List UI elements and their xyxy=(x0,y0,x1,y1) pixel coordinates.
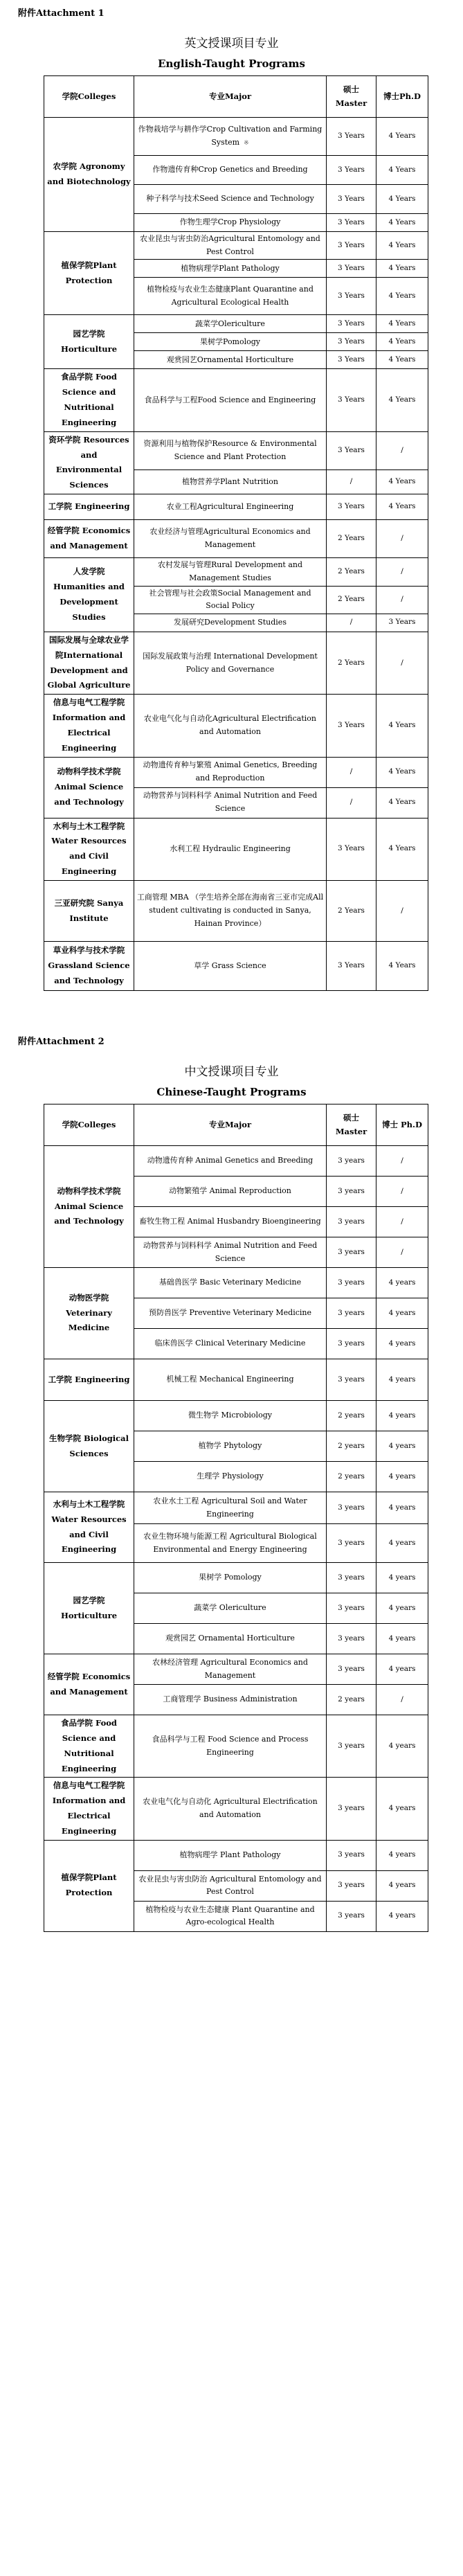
major-cell xyxy=(134,369,327,431)
college-cell: 资环学院 Resources and Environmental Sciences xyxy=(44,431,134,494)
college-cell: 国际发展与全球农业学院International Development and Global Agriculture xyxy=(44,632,134,694)
master-duration: 3 years xyxy=(327,1840,376,1870)
chinese-programs-table xyxy=(44,1104,428,1932)
master-duration: 3 Years xyxy=(327,494,376,520)
major-cell xyxy=(134,1298,327,1329)
major-cell xyxy=(134,757,327,787)
master-duration: 3 years xyxy=(327,1654,376,1685)
header-master: 硕士 Master xyxy=(327,76,376,118)
master-duration: 2 years xyxy=(327,1462,376,1492)
major-cell xyxy=(134,1401,327,1431)
table-row xyxy=(44,1563,428,1593)
master-duration: 3 years xyxy=(327,1298,376,1329)
table-row xyxy=(44,757,428,787)
major-name: 农业电气化与自动化Agricultural Electrification and Automation xyxy=(144,714,316,736)
major-cell xyxy=(134,260,327,278)
phd-duration: / xyxy=(376,1146,428,1177)
phd-duration: 4 Years xyxy=(376,757,428,787)
phd-duration: 4 Years xyxy=(376,214,428,232)
major-cell xyxy=(134,333,327,351)
master-duration: 3 years xyxy=(327,1359,376,1401)
major-cell xyxy=(134,1901,327,1931)
major-cell xyxy=(134,156,327,185)
phd-duration: 4 years xyxy=(376,1524,428,1563)
phd-duration: 4 years xyxy=(376,1870,428,1901)
master-duration: 3 Years xyxy=(327,278,376,315)
major-cell xyxy=(134,1492,327,1524)
major-name: 作物遗传育种Crop Genetics and Breeding xyxy=(152,165,308,175)
master-duration: 3 years xyxy=(327,1207,376,1237)
master-duration: 3 years xyxy=(327,1778,376,1840)
phd-duration: 4 Years xyxy=(376,351,428,369)
phd-duration: 4 years xyxy=(376,1654,428,1685)
document-page xyxy=(0,7,463,1932)
master-duration: 3 Years xyxy=(327,232,376,260)
header-major: 专业Major xyxy=(134,1104,327,1146)
phd-duration: / xyxy=(376,632,428,694)
major-cell xyxy=(134,1177,327,1207)
note-mark: ※ xyxy=(244,140,249,147)
major-name: 水利工程 Hydraulic Engineering xyxy=(170,843,291,853)
major-cell xyxy=(134,1329,327,1359)
major-name: 微生物学 Microbiology xyxy=(188,1411,272,1420)
major-name: 社会管理与社会政策Social Management and Social Policy xyxy=(149,588,311,611)
phd-duration: 4 years xyxy=(376,1778,428,1840)
major-cell xyxy=(134,520,327,558)
table-row xyxy=(44,1146,428,1177)
college-cell: 工学院 Engineering xyxy=(44,1359,134,1401)
major-cell xyxy=(134,1654,327,1685)
major-name: 国际发展政策与治理 International Development Policy and Governance xyxy=(143,651,318,674)
phd-duration: 4 Years xyxy=(376,315,428,333)
major-cell xyxy=(134,1146,327,1177)
master-duration: 3 years xyxy=(327,1563,376,1593)
table-row xyxy=(44,431,428,469)
major-name: 临床兽医学 Clinical Veterinary Medicine xyxy=(154,1339,306,1348)
phd-duration: 4 years xyxy=(376,1431,428,1462)
major-cell xyxy=(134,1431,327,1462)
major-name: 农村发展与管理Rural Development and Management Studies xyxy=(157,560,303,582)
table-row xyxy=(44,232,428,260)
phd-duration: 4 years xyxy=(376,1462,428,1492)
phd-duration: / xyxy=(376,1177,428,1207)
major-name: 农业生物环境与能源工程 Agricultural Biological Environmental and Energy Engineering xyxy=(143,1531,317,1554)
phd-duration: 4 Years xyxy=(376,118,428,156)
phd-duration: / xyxy=(376,1207,428,1237)
college-cell: 经管学院 Economics and Management xyxy=(44,1654,134,1715)
major-cell xyxy=(134,118,327,156)
major-cell xyxy=(134,185,327,214)
phd-duration: 4 years xyxy=(376,1492,428,1524)
major-name: 农业昆虫与害虫防治Agricultural Entomology and Pest Control xyxy=(140,234,320,256)
table-row xyxy=(44,632,428,694)
master-duration: 3 years xyxy=(327,1715,376,1778)
major-name: 农业昆虫与害虫防治 Agricultural Entomology and Pest Control xyxy=(138,1874,322,1897)
master-duration: 2 years xyxy=(327,1431,376,1462)
major-name: 基础兽医学 Basic Veterinary Medicine xyxy=(158,1278,302,1287)
master-duration: 2 Years xyxy=(327,881,376,942)
phd-duration: 4 years xyxy=(376,1840,428,1870)
phd-duration: 4 years xyxy=(376,1359,428,1401)
major-name: 植物病理学 Plant Pathology xyxy=(179,1850,281,1859)
table-row xyxy=(44,1401,428,1431)
master-duration: 3 Years xyxy=(327,315,376,333)
table-row xyxy=(44,881,428,942)
major-name: 生理学 Physiology xyxy=(197,1472,264,1481)
master-duration: 3 years xyxy=(327,1146,376,1177)
major-cell xyxy=(134,1268,327,1298)
major-name: 植物检疫与农业生态健康Plant Quarantine and Agricultural Ecological Health xyxy=(147,285,314,307)
phd-duration: 4 Years xyxy=(376,369,428,431)
master-duration: 3 Years xyxy=(327,260,376,278)
major-name: 动物遗传育种 Animal Genetics and Breeding xyxy=(147,1156,314,1165)
master-duration: 3 Years xyxy=(327,369,376,431)
major-name: 作物生理学Crop Physiology xyxy=(179,217,281,227)
college-cell: 植保学院Plant Protection xyxy=(44,1840,134,1931)
major-name: 观赏园艺 Ornamental Horticulture xyxy=(165,1634,295,1643)
major-name: 植物营养学Plant Nutrition xyxy=(181,476,279,486)
master-duration: 3 years xyxy=(327,1870,376,1901)
major-name: 植物学 Phytology xyxy=(198,1441,262,1451)
major-cell xyxy=(134,614,327,632)
major-name: 食品科学与工程 Food Science and Process Engineering xyxy=(152,1735,309,1757)
major-cell xyxy=(134,1524,327,1563)
table-row xyxy=(44,118,428,156)
phd-duration: / xyxy=(376,881,428,942)
master-duration: 2 Years xyxy=(327,632,376,694)
phd-duration: 4 years xyxy=(376,1401,428,1431)
master-duration: 3 years xyxy=(327,1329,376,1359)
major-name: 作物栽培学与耕作学Crop Cultivation and Farming System xyxy=(138,125,323,147)
phd-duration: 4 Years xyxy=(376,185,428,214)
major-name: 工商管理 MBA （学生培养全部在海南省三亚市完成All student cultivating is conducted in Sanya, Hainan Province） xyxy=(136,893,324,928)
table-row xyxy=(44,315,428,333)
header-major: 专业Major xyxy=(134,76,327,118)
major-name: 农业工程Agricultural Engineering xyxy=(166,501,294,511)
attachment-2-title-en: Chinese-Taught Programs xyxy=(156,1086,307,1098)
master-duration: 3 years xyxy=(327,1524,376,1563)
major-cell xyxy=(134,1715,327,1778)
phd-duration: 4 Years xyxy=(376,942,428,991)
major-name: 农业经济与管理Agricultural Economics and Management xyxy=(149,527,311,550)
college-cell: 食品学院 Food Science and Nutritional Engineering xyxy=(44,1715,134,1778)
college-cell: 园艺学院 Horticulture xyxy=(44,1563,134,1654)
major-cell xyxy=(134,695,327,757)
phd-duration: 4 Years xyxy=(376,333,428,351)
college-cell: 食品学院 Food Science and Nutritional Engineering xyxy=(44,369,134,431)
major-name: 农业电气化与自动化 Agricultural Electrification and Automation xyxy=(143,1797,318,1820)
major-cell xyxy=(134,278,327,315)
major-name: 植物检疫与农业生态健康 Plant Quarantine and Agro-ecological Health xyxy=(145,1904,315,1927)
attachment-1-title-en: English-Taught Programs xyxy=(158,57,305,70)
major-name: 动物营养与饲料科学 Animal Nutrition and Feed Science xyxy=(143,791,318,814)
major-name: 发展研究Development Studies xyxy=(174,618,287,627)
phd-duration: 4 Years xyxy=(376,818,428,880)
master-duration: / xyxy=(327,757,376,787)
master-duration: 3 Years xyxy=(327,942,376,991)
major-name: 种子科学与技术Seed Science and Technology xyxy=(146,194,314,204)
college-cell: 植保学院Plant Protection xyxy=(44,232,134,315)
phd-duration: 4 Years xyxy=(376,787,428,818)
master-duration: 3 years xyxy=(327,1237,376,1268)
table-row xyxy=(44,520,428,558)
master-duration: 3 years xyxy=(327,1492,376,1524)
table-row xyxy=(44,494,428,520)
header-phd: 博士Ph.D xyxy=(376,76,428,118)
college-cell: 园艺学院Horticulture xyxy=(44,315,134,369)
phd-duration: 4 years xyxy=(376,1624,428,1654)
table-row xyxy=(44,695,428,757)
major-cell xyxy=(134,632,327,694)
major-name: 观赏园艺Ornamental Horticulture xyxy=(166,355,294,364)
phd-duration: / xyxy=(376,558,428,586)
master-duration: 2 Years xyxy=(327,558,376,586)
major-cell xyxy=(134,1778,327,1840)
master-duration: 3 years xyxy=(327,1177,376,1207)
major-name: 畜牧生物工程 Animal Husbandry Bioengineering xyxy=(139,1217,321,1226)
college-cell: 信息与电气工程学院 Information and Electrical Engineering xyxy=(44,695,134,757)
master-duration: 3 years xyxy=(327,1901,376,1931)
master-duration: 3 Years xyxy=(327,214,376,232)
college-cell: 水利与土木工程学院 Water Resources and Civil Engineering xyxy=(44,1492,134,1563)
major-cell xyxy=(134,1207,327,1237)
major-name: 预防兽医学 Preventive Veterinary Medicine xyxy=(148,1308,311,1318)
master-duration: 3 Years xyxy=(327,156,376,185)
phd-duration: 4 Years xyxy=(376,278,428,315)
major-name: 蔬菜学 Olericulture xyxy=(194,1603,266,1613)
college-cell: 人发学院 Humanities and Development Studies xyxy=(44,558,134,632)
master-duration: / xyxy=(327,614,376,632)
major-cell xyxy=(134,558,327,586)
phd-duration: / xyxy=(376,1685,428,1715)
phd-duration: 4 years xyxy=(376,1329,428,1359)
major-cell xyxy=(134,1359,327,1401)
college-cell: 动物医学院 Veterinary Medicine xyxy=(44,1268,134,1359)
major-cell xyxy=(134,469,327,494)
master-duration: 2 years xyxy=(327,1401,376,1431)
college-cell: 三亚研究院 Sanya Institute xyxy=(44,881,134,942)
college-cell: 草业科学与技术学院 Grassland Science and Technology xyxy=(44,942,134,991)
master-duration: 3 Years xyxy=(327,695,376,757)
phd-duration: 4 Years xyxy=(376,494,428,520)
major-cell xyxy=(134,1593,327,1624)
header-colleges: 学院Colleges xyxy=(44,76,134,118)
phd-duration: 4 years xyxy=(376,1715,428,1778)
major-cell xyxy=(134,1685,327,1715)
major-name: 食品科学与工程Food Science and Engineering xyxy=(144,395,316,404)
table-row xyxy=(44,558,428,586)
major-cell xyxy=(134,232,327,260)
college-cell: 信息与电气工程学院Information and Electrical Engineering xyxy=(44,1778,134,1840)
table-row xyxy=(44,1778,428,1840)
college-cell: 水利与土木工程学院 Water Resources and Civil Engineering xyxy=(44,818,134,880)
college-cell: 农学院 Agronomy and Biotechnology xyxy=(44,118,134,232)
master-duration: 2 years xyxy=(327,1685,376,1715)
master-duration: 2 Years xyxy=(327,586,376,614)
phd-duration: 4 Years xyxy=(376,695,428,757)
phd-duration: / xyxy=(376,520,428,558)
phd-duration: 4 years xyxy=(376,1298,428,1329)
major-name: 动物遗传育种与繁殖 Animal Genetics, Breeding and Reproduction xyxy=(143,760,318,783)
major-name: 果树学 Pomology xyxy=(199,1573,262,1582)
major-cell xyxy=(134,214,327,232)
header-phd: 博士 Ph.D xyxy=(376,1104,428,1146)
major-name: 草学 Grass Science xyxy=(194,960,266,970)
major-cell xyxy=(134,787,327,818)
master-duration: / xyxy=(327,787,376,818)
table-row xyxy=(44,1492,428,1524)
phd-duration: 4 Years xyxy=(376,232,428,260)
header-colleges: 学院Colleges xyxy=(44,1104,134,1146)
table-row xyxy=(44,1715,428,1778)
attachment-1-title-cn: 英文授课项目专业 xyxy=(184,37,279,51)
phd-duration: 4 years xyxy=(376,1563,428,1593)
master-duration: 3 Years xyxy=(327,118,376,156)
table-row xyxy=(44,1268,428,1298)
master-duration: 3 Years xyxy=(327,431,376,469)
phd-duration: 4 Years xyxy=(376,469,428,494)
table-row xyxy=(44,1359,428,1401)
major-name: 机械工程 Mechanical Engineering xyxy=(166,1375,294,1384)
english-programs-table xyxy=(44,75,428,991)
college-cell: 工学院 Engineering xyxy=(44,494,134,520)
major-cell xyxy=(134,431,327,469)
table-row xyxy=(44,1840,428,1870)
phd-duration: / xyxy=(376,1237,428,1268)
master-duration: 3 years xyxy=(327,1593,376,1624)
phd-duration: 4 Years xyxy=(376,260,428,278)
major-name: 蔬菜学Olericulture xyxy=(195,319,265,328)
major-cell xyxy=(134,818,327,880)
phd-duration: 4 Years xyxy=(376,156,428,185)
college-cell: 动物科学技术学院 Animal Science and Technology xyxy=(44,1146,134,1268)
major-name: 动物营养与饲料科学 Animal Nutrition and Feed Science xyxy=(143,1240,318,1263)
major-name: 果树学Pomology xyxy=(199,337,261,346)
major-cell xyxy=(134,494,327,520)
major-name: 资源利用与植物保护Resource & Environmental Science and Plant Protection xyxy=(143,439,317,461)
major-name: 农业水土工程 Agricultural Soil and Water Engineering xyxy=(153,1496,307,1519)
phd-duration: 4 years xyxy=(376,1901,428,1931)
major-name: 动物繁殖学 Animal Reproduction xyxy=(169,1186,291,1196)
table-row xyxy=(44,942,428,991)
major-cell xyxy=(134,1624,327,1654)
master-duration: 3 years xyxy=(327,1268,376,1298)
table-row xyxy=(44,818,428,880)
phd-duration: 4 years xyxy=(376,1593,428,1624)
phd-duration: 3 Years xyxy=(376,614,428,632)
attachment-2-title-cn: 中文授课项目专业 xyxy=(184,1065,279,1079)
master-duration: 2 Years xyxy=(327,520,376,558)
phd-duration: / xyxy=(376,586,428,614)
master-duration: 3 Years xyxy=(327,333,376,351)
attachment-1-label: 附件Attachment 1 xyxy=(18,8,105,19)
table-row xyxy=(44,1654,428,1685)
master-duration: 3 Years xyxy=(327,818,376,880)
major-cell xyxy=(134,1870,327,1901)
major-name: 植物病理学Plant Pathology xyxy=(181,263,280,273)
master-duration: / xyxy=(327,469,376,494)
college-cell: 生物学院 Biological Sciences xyxy=(44,1401,134,1492)
table-row xyxy=(44,369,428,431)
attachment-2-label: 附件Attachment 2 xyxy=(18,1037,105,1047)
major-cell xyxy=(134,1840,327,1870)
phd-duration: 4 years xyxy=(376,1268,428,1298)
major-cell xyxy=(134,942,327,991)
phd-duration: / xyxy=(376,431,428,469)
major-cell xyxy=(134,1237,327,1268)
major-cell xyxy=(134,351,327,369)
major-name: 工商管理学 Business Administration xyxy=(163,1694,298,1704)
major-cell xyxy=(134,1563,327,1593)
college-cell: 经管学院 Economics and Management xyxy=(44,520,134,558)
college-cell: 动物科学技术学院 Animal Science and Technology xyxy=(44,757,134,818)
major-cell xyxy=(134,881,327,942)
header-master: 硕士 Master xyxy=(327,1104,376,1146)
master-duration: 3 Years xyxy=(327,351,376,369)
major-name: 农林经济管理 Agricultural Economics and Management xyxy=(152,1657,308,1680)
master-duration: 3 Years xyxy=(327,185,376,214)
major-cell xyxy=(134,315,327,333)
major-cell xyxy=(134,586,327,614)
master-duration: 3 years xyxy=(327,1624,376,1654)
major-cell xyxy=(134,1462,327,1492)
